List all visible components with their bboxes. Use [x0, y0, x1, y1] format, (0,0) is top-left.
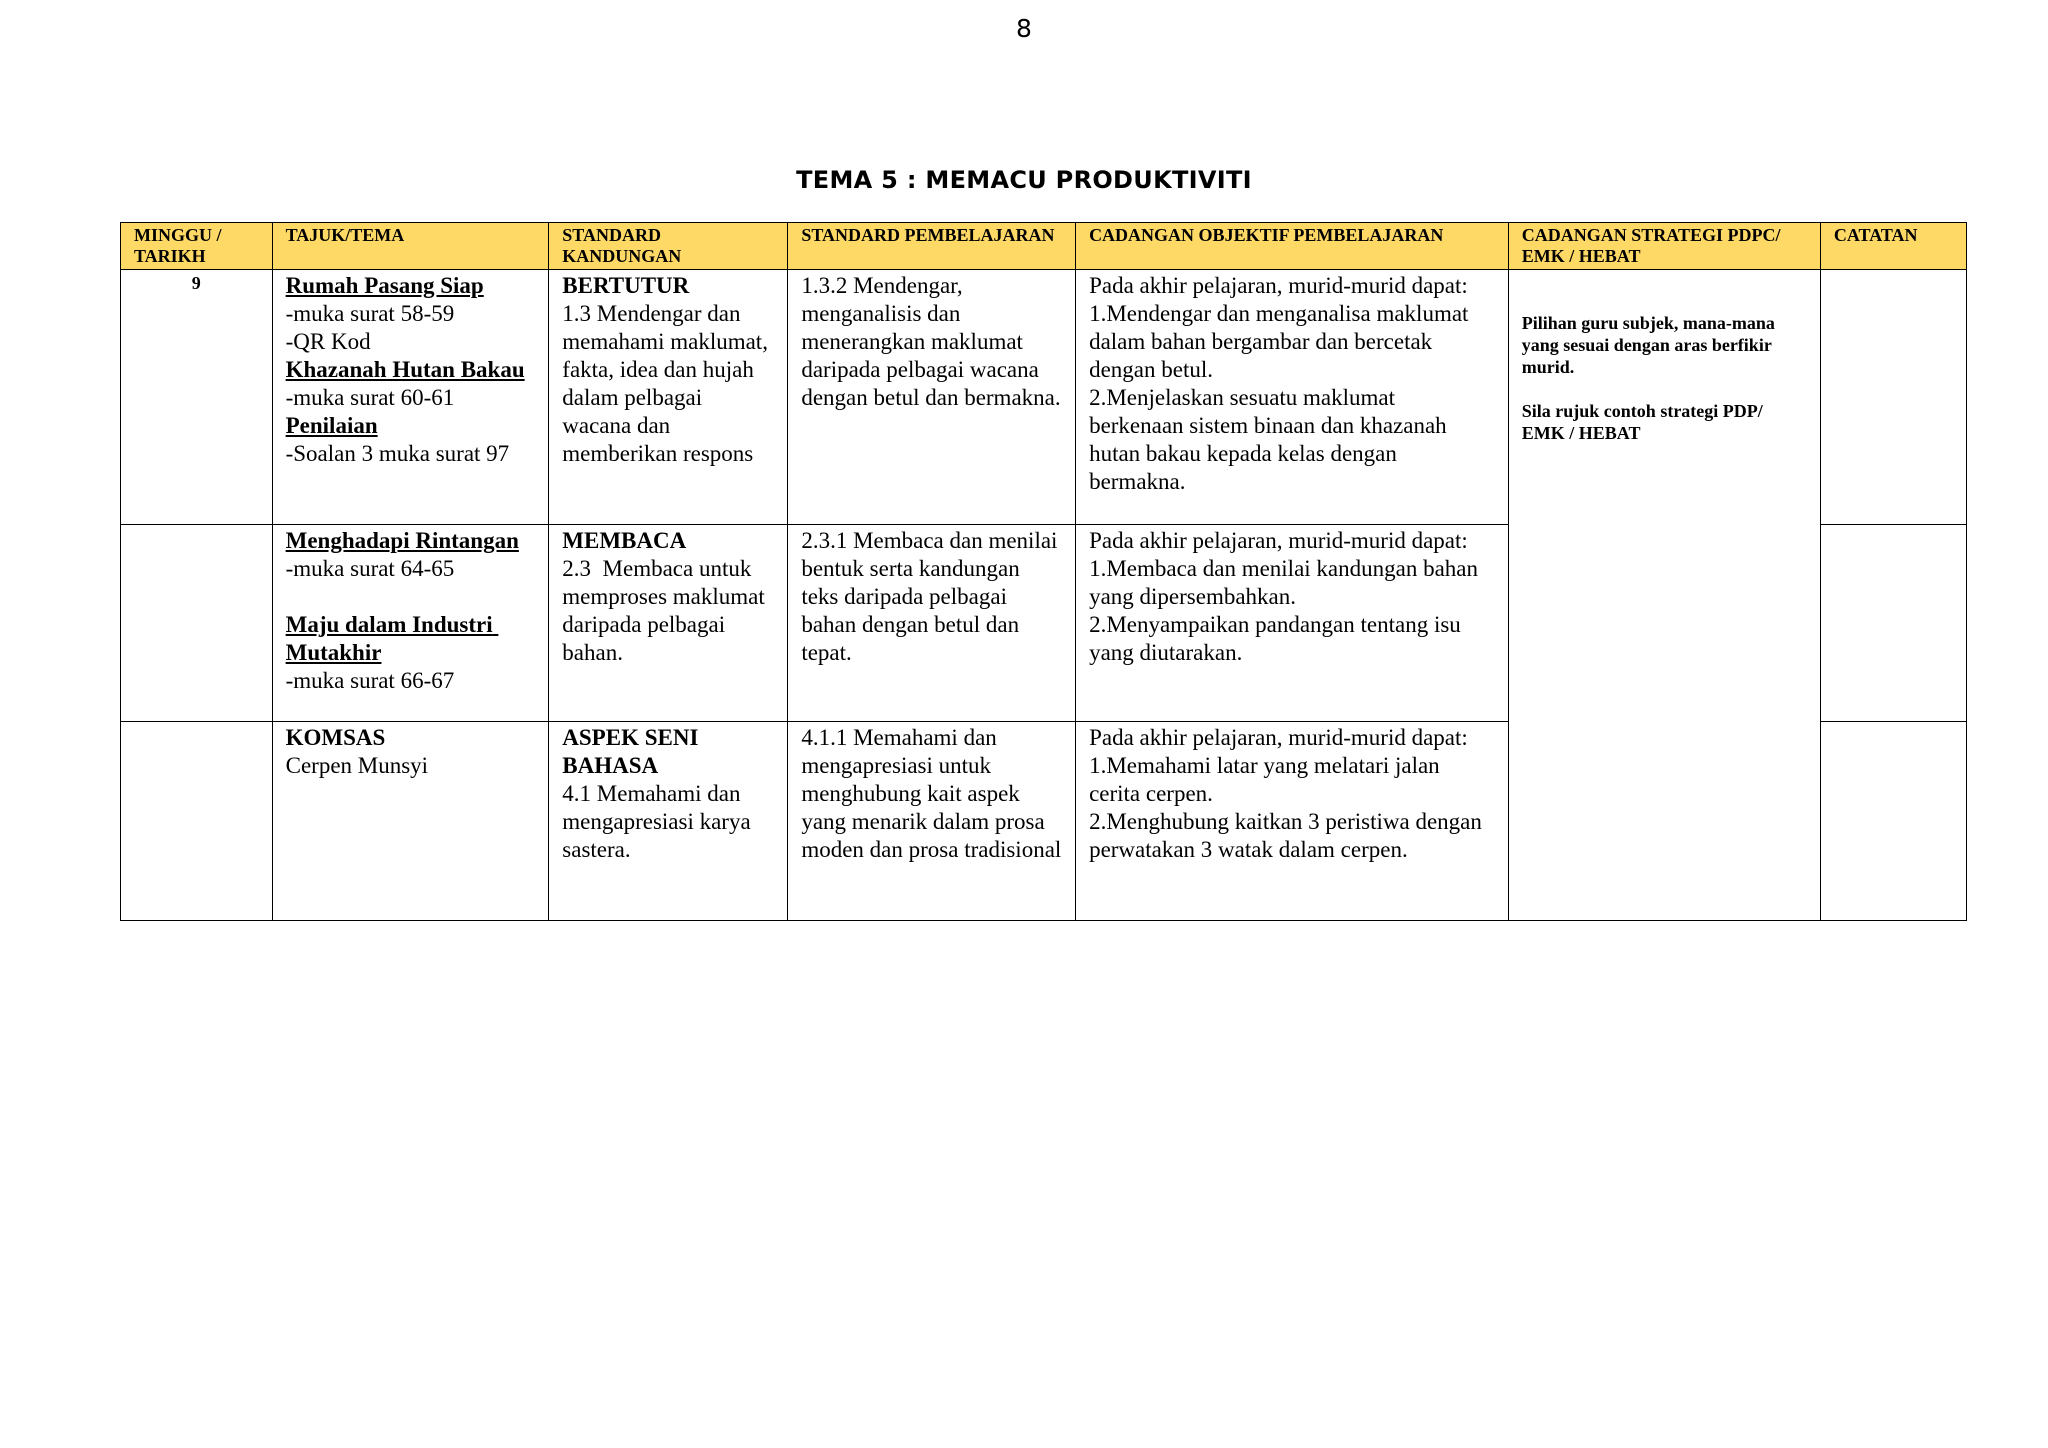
kandungan-cell [549, 525, 788, 722]
page-number: 8 [1016, 14, 1032, 43]
tajuk-line: Rumah Pasang Siap [285, 273, 484, 298]
tajuk-cell [272, 525, 549, 722]
pembelajaran-cell: 2.3.1 Membaca dan menilai bentuk serta kandungan teks daripada pelbagai bahan dengan betul dan tepat. [788, 525, 1076, 722]
header-strategi: CADANGAN STRATEGI PDPC/ EMK / HEBAT [1508, 223, 1820, 270]
strategi-cell [1508, 270, 1820, 921]
tajuk-line: Cerpen Munsyi [285, 753, 429, 778]
header-catatan: CATATAN [1820, 223, 1966, 270]
minggu-cell: 9 [121, 270, 273, 525]
kandungan-cell [549, 270, 788, 525]
tajuk-cell [272, 270, 549, 525]
tajuk-line: Menghadapi Rintangan [285, 528, 519, 553]
tajuk-line: -muka surat 58-59 [285, 301, 455, 326]
objektif-line: Pada akhir pelajaran, murid-murid dapat: [1089, 725, 1468, 750]
objektif-cell [1076, 722, 1509, 921]
kandungan-text: 4.1 Memahami dan mengapresiasi karya sastera. [562, 781, 757, 862]
tajuk-line [286, 583, 536, 611]
catatan-cell [1820, 270, 1966, 525]
tajuk-cell [272, 722, 549, 921]
header-minggu: MINGGU / TARIKH [121, 223, 273, 270]
objektif-line: 1.Mendengar dan menganalisa maklumat dalam bahan bergambar dan bercetak dengan betul. [1089, 301, 1475, 382]
tajuk-line: Maju dalam Industri Mutakhir [285, 612, 499, 665]
header-standard-pembelajaran: STANDARD PEMBELAJARAN [788, 223, 1076, 270]
tajuk-line: Khazanah Hutan Bakau [285, 357, 525, 382]
header-objektif: CADANGAN OBJEKTIF PEMBELAJARAN [1076, 223, 1509, 270]
table-row [121, 270, 1967, 525]
objektif-line: Pada akhir pelajaran, murid-murid dapat: [1089, 528, 1468, 553]
tajuk-line: -muka surat 66-67 [285, 668, 455, 693]
tajuk-line: -muka surat 64-65 [285, 556, 455, 581]
tajuk-line: Penilaian [285, 413, 378, 438]
strategi-line: Sila rujuk contoh strategi PDP/ EMK / HEBAT [1521, 401, 1768, 443]
header-tajuk: TAJUK/TEMA [272, 223, 549, 270]
objektif-line: 2.Menyampaikan pandangan tentang isu yang diutarakan. [1089, 612, 1467, 665]
catatan-cell [1820, 525, 1966, 722]
tajuk-line: -QR Kod [285, 329, 371, 354]
document-title: TEMA 5 : MEMACU PRODUKTIVITI [796, 166, 1252, 194]
lesson-plan-table [120, 222, 1967, 921]
kandungan-text: 2.3 Membaca untuk memproses maklumat daripada pelbagai bahan. [562, 556, 771, 665]
objektif-line: Pada akhir pelajaran, murid-murid dapat: [1089, 273, 1468, 298]
objektif-line: 1.Membaca dan menilai kandungan bahan yang dipersembahkan. [1089, 556, 1484, 609]
objektif-cell [1076, 270, 1509, 525]
minggu-cell [121, 525, 273, 722]
pembelajaran-cell: 1.3.2 Mendengar, menganalisis dan menerangkan maklumat daripada pelbagai wacana dengan betul dan bermakna. [788, 270, 1076, 525]
objektif-line: 2.Menjelaskan sesuatu maklumat berkenaan sistem binaan dan khazanah hutan bakau kepada kelas dengan bermakna. [1089, 385, 1453, 494]
table-header-row [121, 223, 1967, 270]
objektif-cell [1076, 525, 1509, 722]
strategi-line: Pilihan guru subjek, mana-mana yang sesuai dengan aras berfikir murid. [1521, 313, 1780, 377]
kandungan-heading: ASPEK SENI BAHASA [562, 725, 705, 778]
kandungan-heading: MEMBACA [562, 528, 687, 553]
kandungan-heading: BERTUTUR [562, 273, 690, 298]
tajuk-line: -Soalan 3 muka surat 97 [285, 441, 510, 466]
tajuk-line: -muka surat 60-61 [285, 385, 455, 410]
kandungan-cell [549, 722, 788, 921]
catatan-cell [1820, 722, 1966, 921]
objektif-line: 1.Memahami latar yang melatari jalan cerita cerpen. [1089, 753, 1446, 806]
minggu-cell [121, 722, 273, 921]
kandungan-text: 1.3 Mendengar dan memahami maklumat, fakta, idea dan hujah dalam pelbagai wacana dan memberikan respons [562, 301, 774, 466]
objektif-line: 2.Menghubung kaitkan 3 peristiwa dengan perwatakan 3 watak dalam cerpen. [1089, 809, 1488, 862]
header-standard-kandungan: STANDARD KANDUNGAN [549, 223, 788, 270]
pembelajaran-cell: 4.1.1 Memahami dan mengapresiasi untuk menghubung kait aspek yang menarik dalam prosa moden dan prosa tradisional [788, 722, 1076, 921]
tajuk-line: KOMSAS [285, 725, 386, 750]
